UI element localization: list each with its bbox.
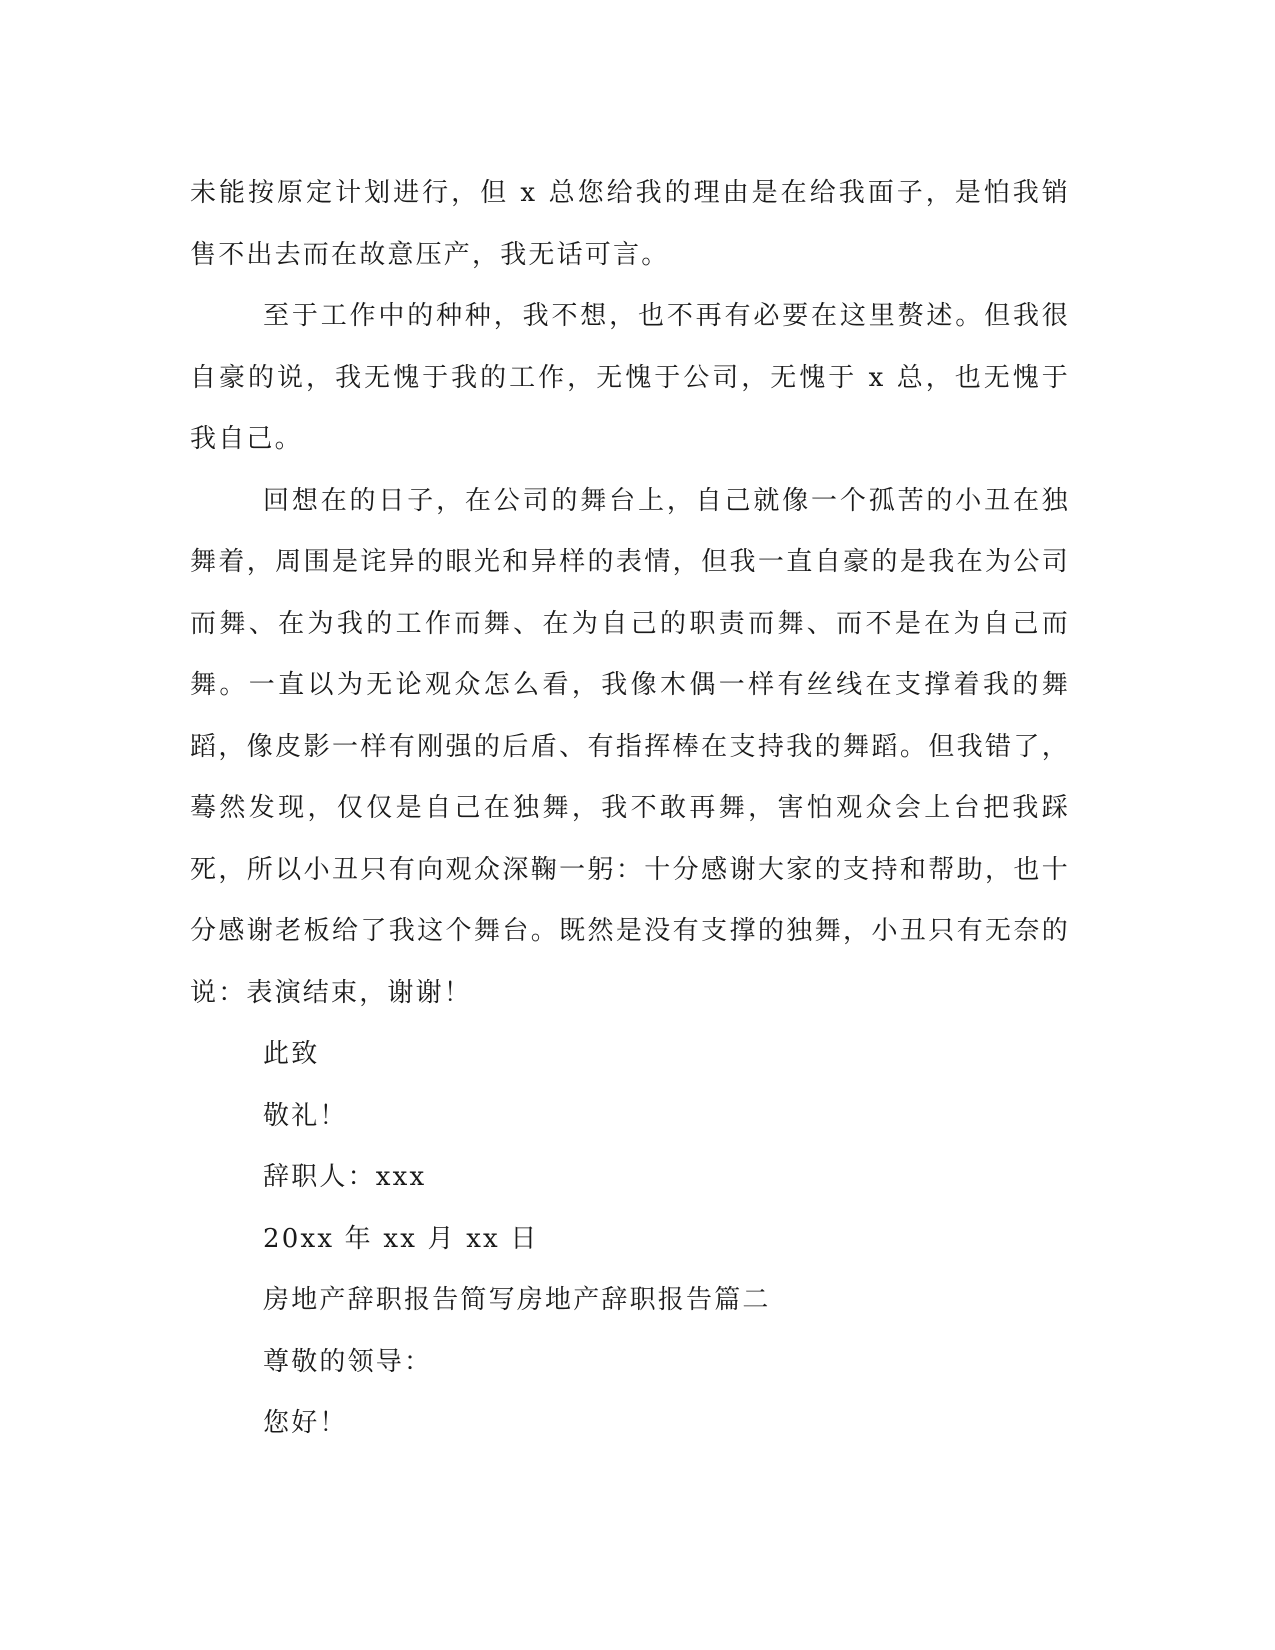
document-body — [190, 163, 1070, 1455]
section-title: 房地产辞职报告简写房地产辞职报告篇二 — [263, 1285, 771, 1315]
salute-line: 敬礼！ — [263, 1100, 348, 1131]
closing-line: 此致 — [263, 1039, 320, 1069]
signature-line: 辞职人：xxx — [263, 1162, 427, 1192]
paragraph-reflection: 回想在的日子，在公司的舞台上，自己就像一个孤苦的小丑在独舞着，周围是诧异的眼光和异样的表情，但我一直自豪的是我在为公司而舞、在为我的工作而舞、在为自己的职责而舞、而不是在为自己而舞。一直以为无论观众怎么看，我像木偶一样有丝线在支撑着我的舞蹈，像皮影一样有刚强的后盾、有指挥棒在支持我的舞蹈。但我错了，蓦然发现，仅仅是自己在独舞，我不敢再舞，害怕观众会上台把我踩死，所以小丑只有向观众深鞠一躬：十分感谢大家的支持和帮助，也十分感谢老板给了我这个舞台。既然是没有支撑的独舞，小丑只有无奈的说：表演结束，谢谢！ — [190, 485, 1070, 1008]
hello-line: 您好！ — [263, 1408, 348, 1438]
paragraph-work: 至于工作中的种种，我不想，也不再有必要在这里赘述。但我很自豪的说，我无愧于我的工作，无愧于公司，无愧于 x 总，也无愧于我自己。 — [190, 301, 1070, 454]
date-line: 20xx 年 xx 月 xx 日 — [263, 1223, 539, 1254]
greeting-line: 尊敬的领导： — [263, 1346, 433, 1377]
paragraph-continuation: 未能按原定计划进行，但 x 总您给我的理由是在给我面子，是怕我销售不出去而在故意压产，我无话可言。 — [190, 178, 1070, 270]
